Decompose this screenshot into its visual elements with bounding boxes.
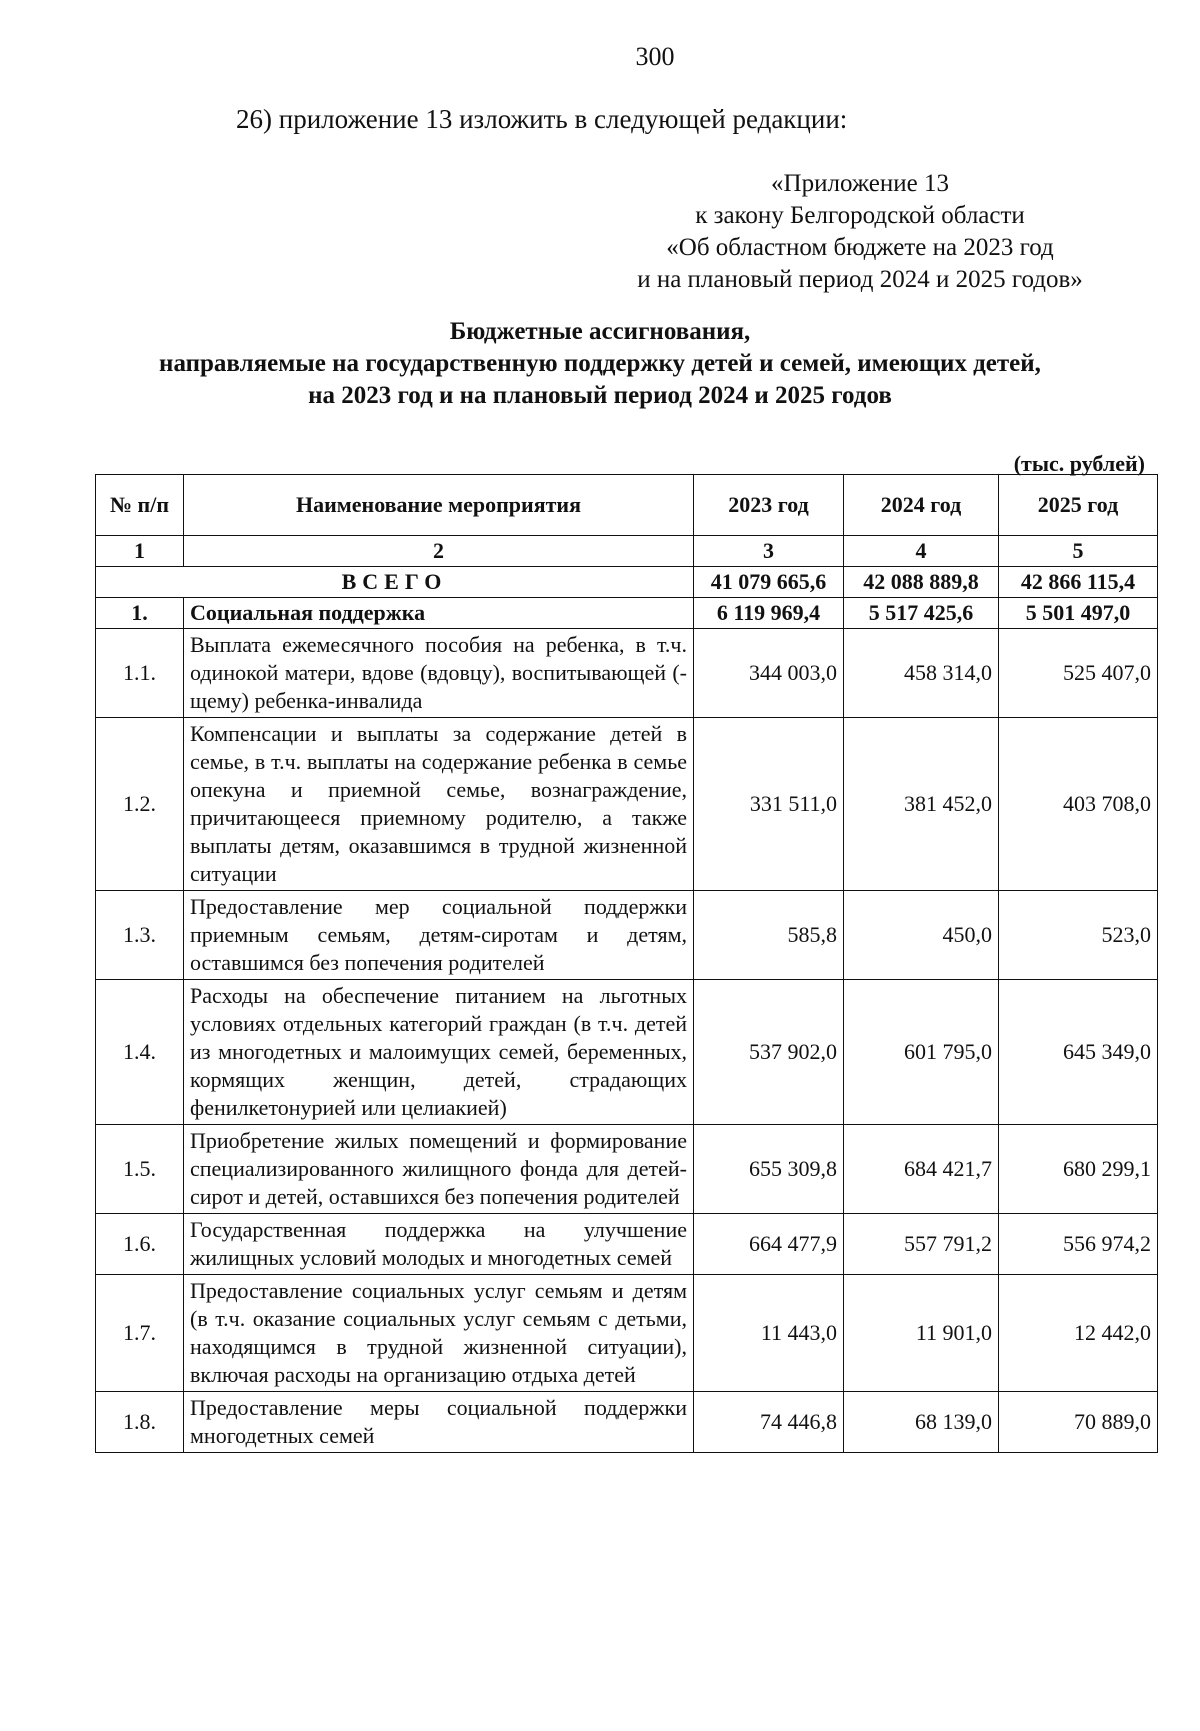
row-num: 1.1.: [96, 629, 184, 718]
title-line-2: направляемые на государственную поддержку детей и семей, имеющих детей,: [159, 350, 1041, 377]
row-num: 1.6.: [96, 1214, 184, 1275]
row-2023: 655 309,8: [694, 1125, 844, 1214]
row-2023: 664 477,9: [694, 1214, 844, 1275]
column-index: 3: [694, 536, 844, 567]
document-title: [100, 316, 1100, 412]
row-num: 1.7.: [96, 1275, 184, 1392]
row-num: 1.5.: [96, 1125, 184, 1214]
row-name: Предоставление меры социальной поддержки многодетных семей: [184, 1392, 694, 1453]
row-2024: 68 139,0: [844, 1392, 999, 1453]
section-name: Социальная поддержка: [184, 598, 694, 629]
appendix-ref-line-1: «Приложение 13: [771, 170, 949, 197]
total-2024: 42 088 889,8: [844, 567, 999, 598]
column-index: 4: [844, 536, 999, 567]
row-name: Государственная поддержка на улучшение жилищных условий молодых и многодетных семей: [184, 1214, 694, 1275]
row-name: Предоставление мер социальной поддержки приемным семьям, детям-сиротам и детям, оставшимся без попечения родителей: [184, 891, 694, 980]
row-num: 1.3.: [96, 891, 184, 980]
row-2023: 331 511,0: [694, 718, 844, 891]
page-number: 300: [635, 42, 675, 71]
title-line-3: на 2023 год и на плановый период 2024 и 2025 годов: [308, 382, 892, 409]
row-num: 1.4.: [96, 980, 184, 1125]
title-line-1: Бюджетные ассигнования,: [449, 318, 751, 345]
table-row: [96, 629, 1158, 718]
row-2025: 556 974,2: [999, 1214, 1158, 1275]
appendix-reference: [600, 168, 1120, 296]
row-2025: 525 407,0: [999, 629, 1158, 718]
table-row: [96, 980, 1158, 1125]
row-name: Компенсации и выплаты за содержание детей в семье, в т.ч. выплаты на содержание ребенка в семье опекуна и приемной семье, вознаграждение, причитающееся приемному родителю, а также выплаты детям, оказавшимся в трудной жизненной ситуации: [184, 718, 694, 891]
header-2024: 2024 год: [844, 475, 999, 536]
header-2025: 2025 год: [999, 475, 1158, 536]
section-row: [96, 598, 1158, 629]
row-num: 1.8.: [96, 1392, 184, 1453]
appendix-ref-line-2: к закону Белгородской области: [695, 202, 1025, 229]
table-row: [96, 1392, 1158, 1453]
row-name: Расходы на обеспечение питанием на льготных условиях отдельных категорий граждан (в т.ч. детей из многодетных и малоимущих семей, беременных, кормящих женщин, детей, страдающих фенилкетонурией или целиакией): [184, 980, 694, 1125]
total-2023: 41 079 665,6: [694, 567, 844, 598]
column-index: 2: [184, 536, 694, 567]
row-2023: 74 446,8: [694, 1392, 844, 1453]
header-num: № п/п: [96, 475, 184, 536]
section-2024: 5 517 425,6: [844, 598, 999, 629]
table-row: [96, 718, 1158, 891]
row-2025: 523,0: [999, 891, 1158, 980]
total-label: ВСЕГО: [96, 567, 694, 598]
table-header-row: [96, 475, 1158, 536]
header-2023: 2023 год: [694, 475, 844, 536]
section-num: 1.: [96, 598, 184, 629]
row-2024: 557 791,2: [844, 1214, 999, 1275]
column-index: 1: [96, 536, 184, 567]
amendment-instruction: 26) приложение 13 изложить в следующей редакции:: [236, 104, 848, 134]
row-2023: 585,8: [694, 891, 844, 980]
row-2025: 403 708,0: [999, 718, 1158, 891]
appendix-ref-line-4: и на плановый период 2024 и 2025 годов»: [637, 266, 1083, 293]
row-2023: 537 902,0: [694, 980, 844, 1125]
table-row: [96, 1275, 1158, 1392]
row-2024: 381 452,0: [844, 718, 999, 891]
row-2024: 450,0: [844, 891, 999, 980]
row-2024: 458 314,0: [844, 629, 999, 718]
column-index-row: [96, 536, 1158, 567]
column-index: 5: [999, 536, 1158, 567]
row-name: Приобретение жилых помещений и формирование специализированного жилищного фонда для детей-сирот и детей, оставшихся без попечения родителей: [184, 1125, 694, 1214]
appendix-ref-line-3: «Об областном бюджете на 2023 год: [666, 234, 1054, 261]
row-2025: 680 299,1: [999, 1125, 1158, 1214]
table-row: [96, 1125, 1158, 1214]
section-2023: 6 119 969,4: [694, 598, 844, 629]
row-2024: 601 795,0: [844, 980, 999, 1125]
row-name: Выплата ежемесячного пособия на ребенка, в т.ч. одинокой матери, вдове (вдовцу), воспитывающей (-щему) ребенка-инвалида: [184, 629, 694, 718]
table-row: [96, 1214, 1158, 1275]
total-2025: 42 866 115,4: [999, 567, 1158, 598]
row-num: 1.2.: [96, 718, 184, 891]
table-row: [96, 891, 1158, 980]
row-2025: 645 349,0: [999, 980, 1158, 1125]
total-row: [96, 567, 1158, 598]
header-name: Наименование мероприятия: [184, 475, 694, 536]
row-2023: 11 443,0: [694, 1275, 844, 1392]
section-2025: 5 501 497,0: [999, 598, 1158, 629]
row-2024: 684 421,7: [844, 1125, 999, 1214]
row-2023: 344 003,0: [694, 629, 844, 718]
row-2025: 12 442,0: [999, 1275, 1158, 1392]
row-name: Предоставление социальных услуг семьям и детям (в т.ч. оказание социальных услуг семьям с детьми, находящимся в трудной жизненной ситуации), включая расходы на организацию отдыха детей: [184, 1275, 694, 1392]
row-2024: 11 901,0: [844, 1275, 999, 1392]
budget-table: [95, 474, 1158, 1453]
units-label: (тыс. рублей): [1013, 451, 1145, 476]
row-2025: 70 889,0: [999, 1392, 1158, 1453]
